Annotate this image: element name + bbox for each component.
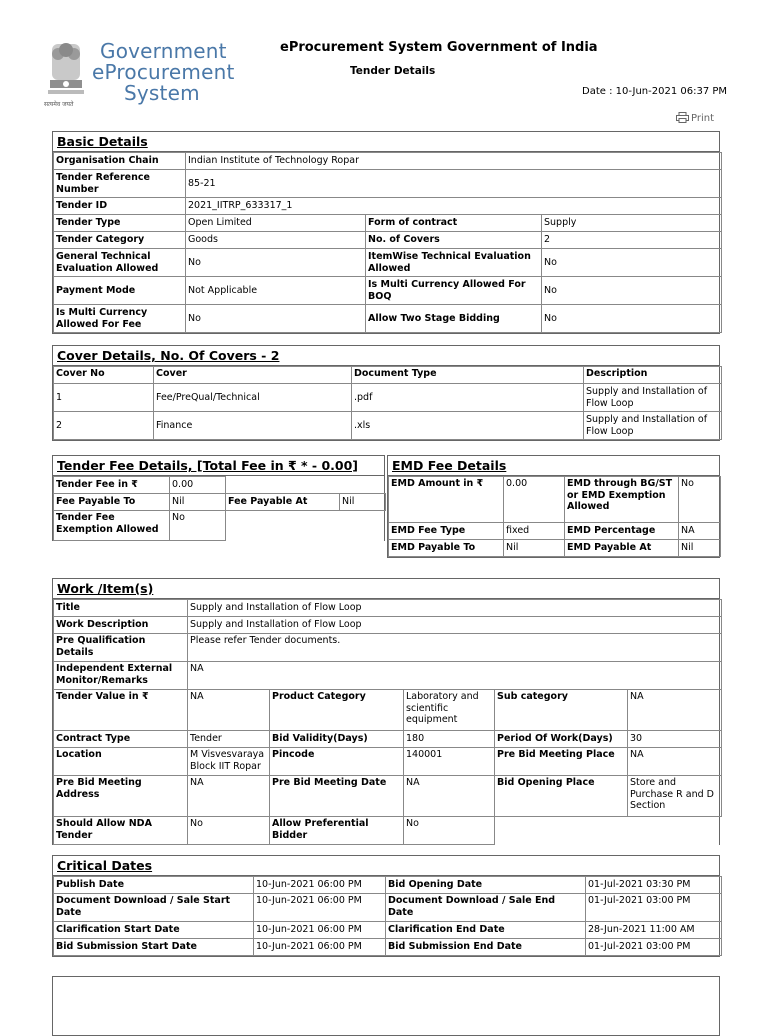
two-stage-label: Allow Two Stage Bidding <box>366 305 542 333</box>
work-desc-label: Work Description <box>54 617 188 634</box>
pincode-value: 140001 <box>404 748 495 776</box>
nda-label: Should Allow NDA Tender <box>54 817 188 845</box>
tender-ref-label: Tender Reference Number <box>54 170 186 198</box>
emd-amount-value: 0.00 <box>504 477 565 523</box>
emd-payable-to-label: EMD Payable To <box>389 540 504 557</box>
tender-value-value: NA <box>188 690 270 731</box>
tender-fee-label: Tender Fee in ₹ <box>54 477 170 494</box>
description-cell: Supply and Installation of Flow Loop <box>584 412 722 440</box>
basic-details-section <box>52 131 720 334</box>
emd-fee-table <box>388 476 721 557</box>
page-header <box>0 0 770 135</box>
tender-type-label: Tender Type <box>54 215 186 232</box>
clarification-start-value: 10-Jun-2021 06:00 PM <box>254 922 386 939</box>
submission-start-value: 10-Jun-2021 06:00 PM <box>254 939 386 956</box>
tender-id-label: Tender ID <box>54 198 186 215</box>
cover-details-table <box>53 366 722 440</box>
iem-value: NA <box>188 662 722 690</box>
preferential-bidder-value: No <box>404 817 495 845</box>
prebid-date-label: Pre Bid Meeting Date <box>270 776 404 817</box>
table-row <box>54 384 722 412</box>
nda-value: No <box>188 817 270 845</box>
doc-type-cell: .pdf <box>352 384 584 412</box>
form-contract-value: Supply <box>542 215 722 232</box>
emd-percentage-label: EMD Percentage <box>565 523 679 540</box>
doc-type-cell: .xls <box>352 412 584 440</box>
current-date: Date : 10-Jun-2021 06:37 PM <box>582 86 728 97</box>
printer-icon <box>676 112 689 123</box>
clarification-end-value: 28-Jun-2021 11:00 AM <box>586 922 722 939</box>
column-header: Document Type <box>352 367 584 384</box>
column-header: Cover <box>154 367 352 384</box>
payment-mode-value: Not Applicable <box>186 277 366 305</box>
prebid-address-value: NA <box>188 776 270 817</box>
iem-label: Independent External Monitor/Remarks <box>54 662 188 690</box>
emd-type-label: EMD Fee Type <box>389 523 504 540</box>
work-desc-value: Supply and Installation of Flow Loop <box>188 617 722 634</box>
org-chain-value: Indian Institute of Technology Ropar <box>186 153 722 170</box>
form-contract-label: Form of contract <box>366 215 542 232</box>
payment-mode-label: Payment Mode <box>54 277 186 305</box>
tender-type-value: Open Limited <box>186 215 366 232</box>
emd-fee-section <box>387 455 720 558</box>
critical-dates-table <box>53 876 722 956</box>
product-category-label: Product Category <box>270 690 404 731</box>
emd-type-value: fixed <box>504 523 565 540</box>
work-title-label: Title <box>54 600 188 617</box>
column-header: Cover No <box>54 367 154 384</box>
work-items-table <box>53 599 722 845</box>
work-items-section <box>52 578 720 845</box>
prebid-date-value: NA <box>404 776 495 817</box>
bid-opening-place-label: Bid Opening Place <box>495 776 628 817</box>
iwte-label: ItemWise Technical Evaluation Allowed <box>366 249 542 277</box>
site-title: eProcurement System Government of India <box>280 40 598 55</box>
description-cell: Supply and Installation of Flow Loop <box>584 384 722 412</box>
cover-details-section <box>52 345 720 441</box>
fee-payable-to-label: Fee Payable To <box>54 494 170 511</box>
tender-fee-table <box>53 476 386 541</box>
tender-category-label: Tender Category <box>54 232 186 249</box>
preferential-bidder-label: Allow Preferential Bidder <box>270 817 404 845</box>
location-value: M Visvesvaraya Block IIT Ropar <box>188 748 270 776</box>
tender-id-value: 2021_IITRP_633317_1 <box>186 198 722 215</box>
emd-bgst-value: No <box>679 477 721 523</box>
fee-exemption-label: Tender Fee Exemption Allowed <box>54 511 170 541</box>
multi-fee-value: No <box>186 305 366 333</box>
cover-details-heading: Cover Details, No. Of Covers - 2 <box>53 346 719 366</box>
download-end-label: Document Download / Sale End Date <box>386 894 586 922</box>
print-label: Print <box>691 113 715 124</box>
fee-exemption-value: No <box>170 511 226 541</box>
prebid-place-value: NA <box>628 748 722 776</box>
product-category-value: Laboratory and scientific equipment <box>404 690 495 731</box>
gte-label: General Technical Evaluation Allowed <box>54 249 186 277</box>
download-start-value: 10-Jun-2021 06:00 PM <box>254 894 386 922</box>
next-section-box <box>52 976 720 1036</box>
gte-value: No <box>186 249 366 277</box>
emblem-caption: सत्यमेव जयते <box>44 101 74 108</box>
multi-boq-value: No <box>542 277 722 305</box>
clarification-end-label: Clarification End Date <box>386 922 586 939</box>
no-covers-value: 2 <box>542 232 722 249</box>
emd-payable-to-value: Nil <box>504 540 565 557</box>
org-chain-label: Organisation Chain <box>54 153 186 170</box>
emd-payable-at-value: Nil <box>679 540 721 557</box>
bid-opening-date-value: 01-Jul-2021 03:30 PM <box>586 877 722 894</box>
logo-text-line1: Government <box>100 39 227 63</box>
tender-fee-section <box>52 455 385 541</box>
bid-opening-place-value: Store and Purchase R and D Section <box>628 776 722 817</box>
bid-validity-label: Bid Validity(Days) <box>270 731 404 748</box>
iwte-value: No <box>542 249 722 277</box>
work-items-heading: Work /Item(s) <box>53 579 719 599</box>
prebid-place-label: Pre Bid Meeting Place <box>495 748 628 776</box>
contract-type-value: Tender <box>188 731 270 748</box>
download-start-label: Document Download / Sale Start Date <box>54 894 254 922</box>
cover-name-cell: Finance <box>154 412 352 440</box>
work-title-value: Supply and Installation of Flow Loop <box>188 600 722 617</box>
cover-no-cell: 1 <box>54 384 154 412</box>
tender-fee-value: 0.00 <box>170 477 226 494</box>
multi-boq-label: Is Multi Currency Allowed For BOQ <box>366 277 542 305</box>
prebid-address-label: Pre Bid Meeting Address <box>54 776 188 817</box>
tender-ref-value: 85-21 <box>186 170 722 198</box>
period-work-label: Period Of Work(Days) <box>495 731 628 748</box>
submission-end-value: 01-Jul-2021 03:00 PM <box>586 939 722 956</box>
submission-start-label: Bid Submission Start Date <box>54 939 254 956</box>
cover-no-cell: 2 <box>54 412 154 440</box>
emd-payable-at-label: EMD Payable At <box>565 540 679 557</box>
logo-text-line3: System <box>124 81 200 105</box>
two-stage-value: No <box>542 305 722 333</box>
period-work-value: 30 <box>628 731 722 748</box>
submission-end-label: Bid Submission End Date <box>386 939 586 956</box>
location-label: Location <box>54 748 188 776</box>
tender-category-value: Goods <box>186 232 366 249</box>
fee-payable-to-value: Nil <box>170 494 226 511</box>
contract-type-label: Contract Type <box>54 731 188 748</box>
emd-percentage-value: NA <box>679 523 721 540</box>
print-button[interactable] <box>676 112 714 124</box>
bid-validity-value: 180 <box>404 731 495 748</box>
publish-date-value: 10-Jun-2021 06:00 PM <box>254 877 386 894</box>
column-header: Description <box>584 367 722 384</box>
basic-details-heading: Basic Details <box>53 132 719 152</box>
prequal-label: Pre Qualification Details <box>54 634 188 662</box>
basic-details-table <box>53 152 722 333</box>
emd-fee-heading: EMD Fee Details <box>388 456 719 476</box>
emd-bgst-label: EMD through BG/ST or EMD Exemption Allowed <box>565 477 679 523</box>
emd-amount-label: EMD Amount in ₹ <box>389 477 504 523</box>
cover-name-cell: Fee/PreQual/Technical <box>154 384 352 412</box>
page-title: Tender Details <box>350 65 436 77</box>
fee-payable-at-value: Nil <box>340 494 386 511</box>
publish-date-label: Publish Date <box>54 877 254 894</box>
bid-opening-date-label: Bid Opening Date <box>386 877 586 894</box>
tender-value-label: Tender Value in ₹ <box>54 690 188 731</box>
logo-text-line2: eProcurement <box>92 60 235 84</box>
download-end-value: 01-Jul-2021 03:00 PM <box>586 894 722 922</box>
pincode-label: Pincode <box>270 748 404 776</box>
table-row <box>54 412 722 440</box>
critical-dates-heading: Critical Dates <box>53 856 719 876</box>
clarification-start-label: Clarification Start Date <box>54 922 254 939</box>
sub-category-label: Sub category <box>495 690 628 731</box>
no-covers-label: No. of Covers <box>366 232 542 249</box>
sub-category-value: NA <box>628 690 722 731</box>
multi-fee-label: Is Multi Currency Allowed For Fee <box>54 305 186 333</box>
critical-dates-section <box>52 855 720 957</box>
tender-fee-heading: Tender Fee Details, [Total Fee in ₹ * - 0.00] <box>53 456 384 476</box>
prequal-value: Please refer Tender documents. <box>188 634 722 662</box>
fee-payable-at-label: Fee Payable At <box>226 494 340 511</box>
